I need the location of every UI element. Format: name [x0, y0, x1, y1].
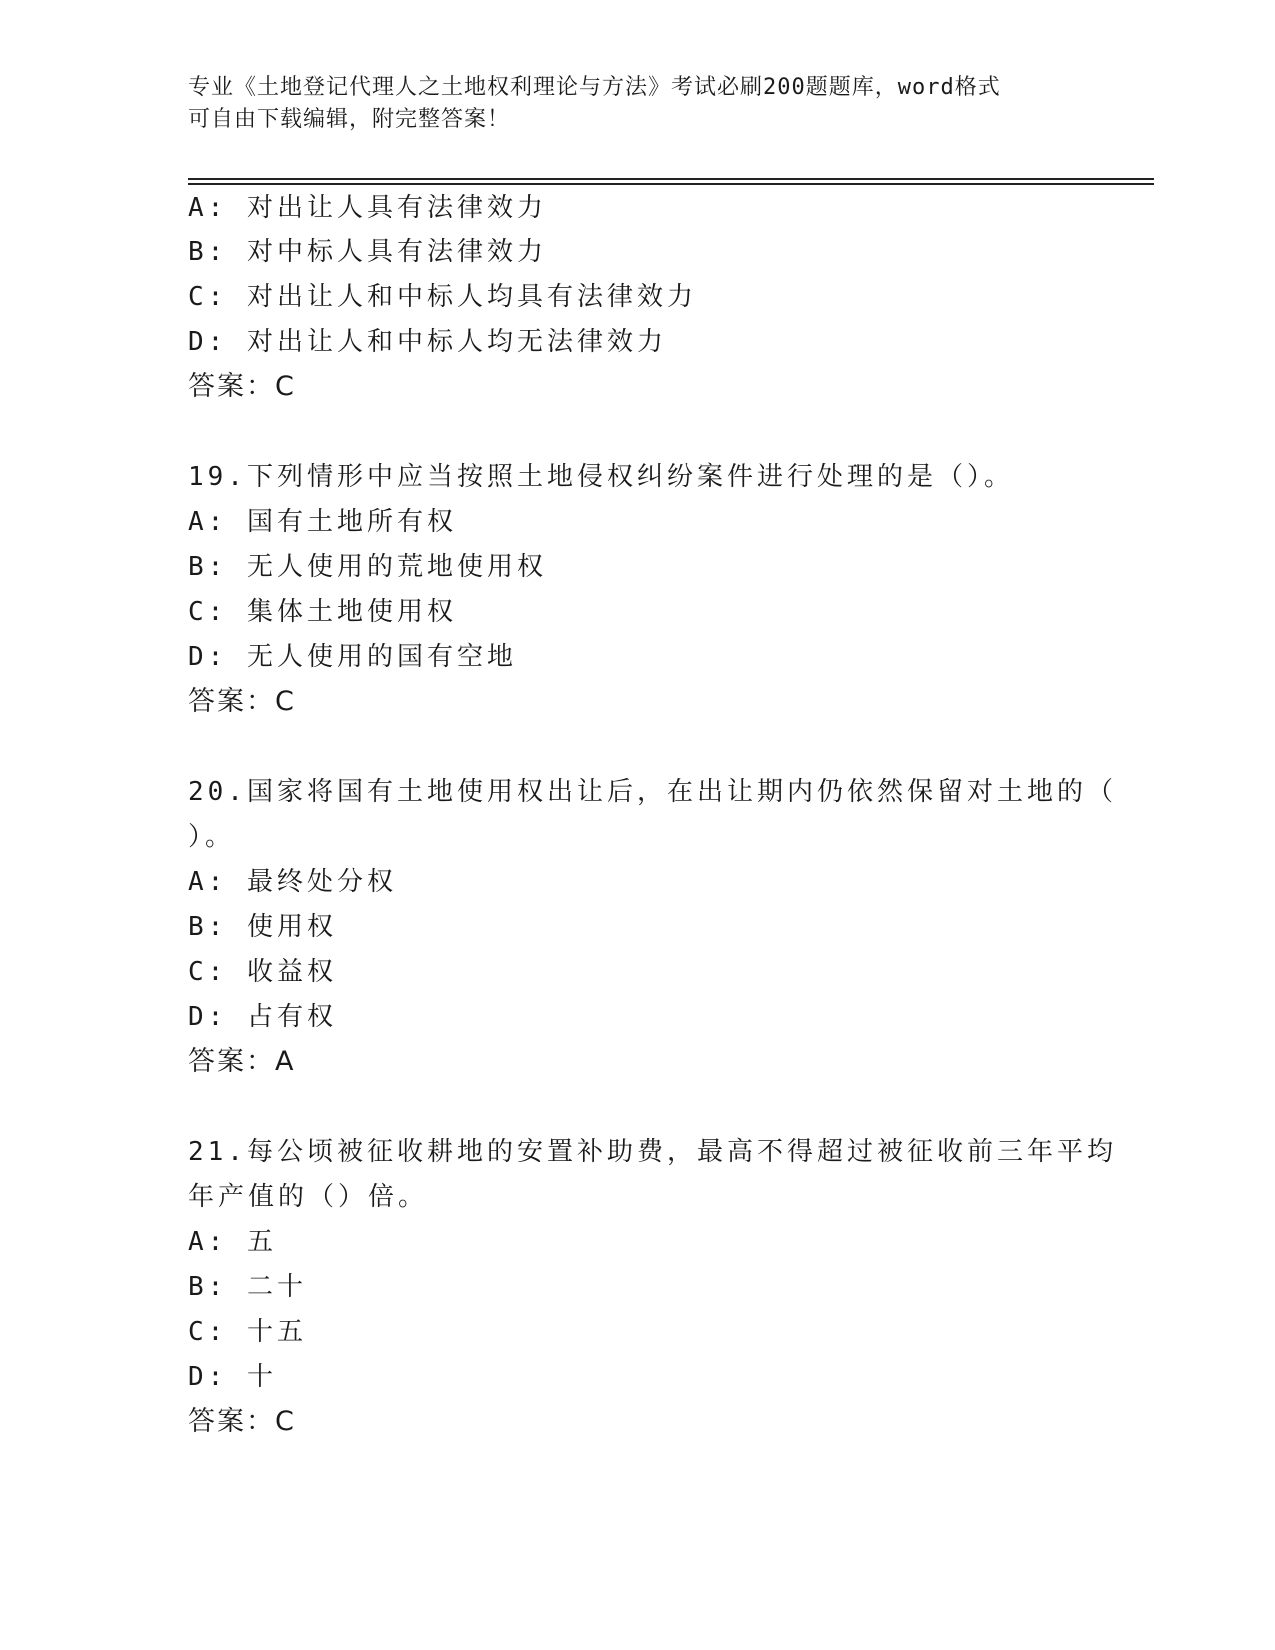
q19-option-d: D: 无人使用的国有空地 [188, 642, 517, 672]
q18-option-b: B: 对中标人具有法律效力 [188, 237, 547, 267]
q21-answer: 答案：C [188, 1406, 296, 1437]
q21-option-a: A: 五 [188, 1227, 277, 1257]
q21-option-b: B: 二十 [188, 1272, 307, 1302]
q18-option-a: A: 对出让人具有法律效力 [188, 193, 547, 223]
q20-option-c: C: 收益权 [188, 957, 337, 987]
q18-option-c: C: 对出让人和中标人均具有法律效力 [188, 282, 697, 312]
q19-answer: 答案：C [188, 686, 296, 717]
q19-question: 19.下列情形中应当按照土地侵权纠纷案件进行处理的是（）。 [188, 462, 1014, 492]
q21-question-line-2: 年产值的（）倍。 [188, 1182, 429, 1212]
q20-question-line-2: ）。 [188, 822, 236, 852]
q20-question-line-1: 20.国家将国有土地使用权出让后，在出让期内仍依然保留对土地的（ [188, 777, 1117, 807]
document-header [188, 72, 1088, 136]
header-divider-bottom [188, 183, 1154, 185]
q18-answer: 答案：C [188, 371, 296, 402]
q20-option-a: A: 最终处分权 [188, 867, 397, 897]
header-line-2: 可自由下载编辑，附完整答案！ [188, 107, 511, 132]
q20-option-b: B: 使用权 [188, 912, 337, 942]
q19-option-a: A: 国有土地所有权 [188, 507, 457, 537]
q21-question-line-1: 21.每公顷被征收耕地的安置补助费，最高不得超过被征收前三年平均 [188, 1137, 1117, 1167]
q21-option-d: D: 十 [188, 1362, 277, 1392]
q18-option-d: D: 对出让人和中标人均无法律效力 [188, 327, 667, 357]
q21-option-c: C: 十五 [188, 1317, 307, 1347]
header-divider-top [188, 178, 1154, 180]
q19-option-c: C: 集体土地使用权 [188, 597, 457, 627]
q20-option-d: D: 占有权 [188, 1002, 337, 1032]
q20-answer: 答案：A [188, 1046, 296, 1077]
header-line-1: 专业《土地登记代理人之土地权利理论与方法》考试必刷200题题库，word格式 [188, 75, 1001, 100]
q19-option-b: B: 无人使用的荒地使用权 [188, 552, 547, 582]
